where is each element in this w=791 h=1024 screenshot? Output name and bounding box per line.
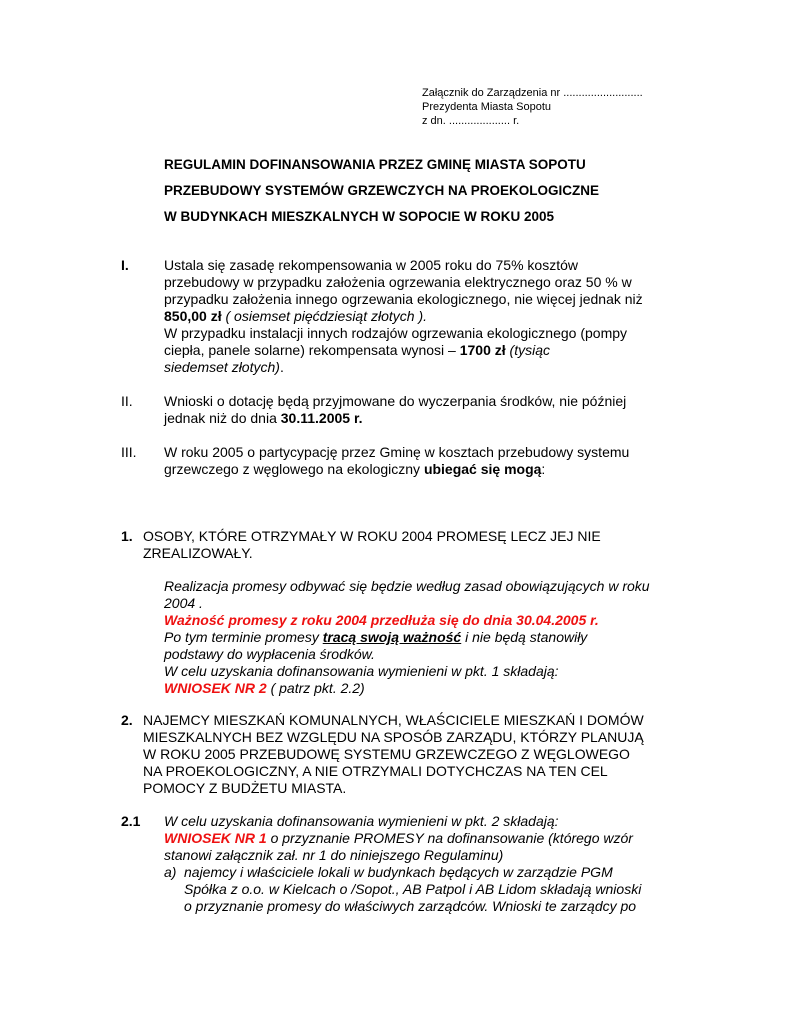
period: . [279,359,284,375]
item-1-detail-line: W celu uzyskania dofinansowania wymienieni w pkt. 1 składają: [164,663,559,679]
section-1-text [164,257,643,376]
item-2-line: W ROKU 2005 PRZEBUDOWĘ SYSTEMU GRZEWCZEGO Z WĘGLOWEGO [143,746,630,762]
sub-item-a-line: o przyznanie promesy do właściwych zarządców. Wnioski te zarządcy po [184,898,637,914]
section-3-text [164,444,629,478]
item-2-1-number: 2.1 [121,813,141,829]
item-1-detail-line: Realizacja promesy odbywać się będzie według zasad obowiązujących w roku [164,578,650,594]
item-1-detail-line: i nie będą stanowiły [461,629,588,645]
section-3-line: grzewczego z węglowego na ekologiczny [164,461,424,477]
section-1-number: I. [121,257,129,273]
item-2-1-line: o przyznanie PROMESY na dofinansowanie (którego wzór [266,830,633,846]
sub-item-a-line: Spółka z o.o. w Kielcach o /Sopot., AB Patpol i AB Lidom składają wnioski [184,881,642,897]
validity-loss-phrase: tracą swoją ważność [322,629,462,645]
document-title [164,156,599,234]
application-no-2: WNIOSEK NR 2 [164,680,267,696]
section-3-number: III. [121,444,137,460]
item-1-detail-line: 2004 . [164,595,203,611]
amount-1700-words-cont: siedemset złotych) [164,359,280,375]
item-1-line: OSOBY, KTÓRE OTRZYMAŁY W ROKU 2004 PROMESĘ LECZ JEJ NIE [143,528,601,544]
colon: : [541,461,546,477]
promise-validity-notice: Ważność promesy z roku 2004 przedłuża się do dnia 30.04.2005 r. [164,612,599,628]
amount-850: 850,00 zł [164,308,222,324]
section-1-line: ciepła, panele solarne) rekompensata wynosi – [164,342,460,358]
item-2-heading [143,712,644,797]
annex-line-3: z dn. .................... r. [422,115,520,127]
application-no-1: WNIOSEK NR 1 [164,830,267,846]
sub-item-a-line: najemcy i właściciele lokali w budynkach będących w zarządzie PGM [184,864,613,880]
section-2-line: jednak niż do dnia [164,410,281,426]
eligible-phrase: ubiegać się mogą [423,461,542,477]
item-1-line: ZREALIZOWAŁY. [143,545,253,561]
title-line-3: W BUDYNKACH MIESZKALNYCH W SOPOCIE W ROKU 2005 [164,209,555,224]
item-2-1-text [164,813,633,864]
sub-item-a-label: a) [164,864,177,880]
item-2-1-line: W celu uzyskania dofinansowania wymienieni w pkt. 2 składają: [164,813,559,829]
item-1-heading [143,528,601,562]
item-1-details [164,578,650,697]
section-3-line: W roku 2005 o partycypację przez Gminę w kosztach przebudowy systemu [164,444,630,460]
item-2-line: NAJEMCY MIESZKAŃ KOMUNALNYCH, WŁAŚCICIELE MIESZKAŃ I DOMÓW [143,712,644,728]
deadline-date: 30.11.2005 r. [280,410,363,426]
section-2-line: Wnioski o dotację będą przyjmowane do wyczerpania środków, nie później [164,393,627,409]
title-line-2: PRZEBUDOWY SYSTEMÓW GRZEWCZYCH NA PROEKOLOGICZNE [164,183,600,198]
section-1-line: przebudowy w przypadku założenia ogrzewania elektrycznego oraz 50 % w [164,274,632,290]
amount-1700: 1700 zł [459,342,506,358]
item-1-detail-line: podstawy do wypłacenia środków. [164,646,375,662]
item-1-detail-line: Po tym terminie promesy [164,629,323,645]
item-1-detail-line: ( patrz pkt. 2.2) [266,680,365,696]
item-1-number: 1. [121,528,133,544]
amount-1700-words: (tysiąc [505,342,551,358]
section-2-number: II. [121,393,133,409]
item-2-number: 2. [121,712,133,728]
annex-header [422,86,643,128]
annex-line-2: Prezydenta Miasta Sopotu [422,101,552,113]
amount-850-words: ( osiemset pięćdziesiąt złotych ). [221,308,428,324]
annex-line-1: Załącznik do Zarządzenia nr .......................... [422,87,643,99]
title-line-1: REGULAMIN DOFINANSOWANIA PRZEZ GMINĘ MIASTA SOPOTU [164,157,586,172]
item-2-line: POMOCY Z BUDŻETU MIASTA. [143,780,347,796]
section-1-line: W przypadku instalacji innych rodzajów ogrzewania ekologicznego (pompy [164,325,628,341]
section-1-line: Ustala się zasadę rekompensowania w 2005 roku do 75% kosztów [164,257,579,273]
item-2-line: NA PROEKOLOGICZNY, A NIE OTRZYMALI DOTYCHCZAS NA TEN CEL [143,763,608,779]
section-1-line: przypadku założenia innego ogrzewania ekologicznego, nie więcej jednak niż [164,291,643,307]
item-2-1-line: stanowi załącznik zał. nr 1 do niniejszego Regulaminu) [164,847,504,863]
section-2-text [164,393,626,427]
item-2-line: MIESZKALNYCH BEZ WZGLĘDU NA SPOSÓB ZARZĄDU, KTÓRZY PLANUJĄ [143,729,644,745]
sub-item-a-text [184,864,641,915]
